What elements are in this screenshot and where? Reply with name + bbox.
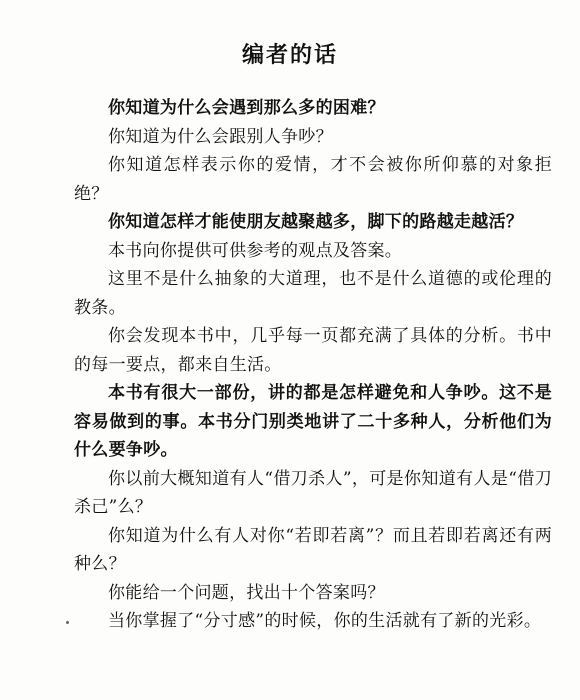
paragraph-12: 当你掌握了“分寸感”的时候，你的生活就有了新的光彩。 [108, 611, 542, 631]
paragraph-5: 本书向你提供可供参考的观点及答案。 [108, 240, 403, 261]
paragraph-7: 你会发现本书中，几乎每一页都充满了具体的分析。书中的每一要点，都来自生活。 [74, 326, 552, 375]
paragraph-8: 本书有很大一部份，讲的都是怎样避免和人争吵。这不是容易做到的事。本书分门别类地讲了二十多种人，分析他们为什么要争吵。 [74, 383, 552, 460]
paragraph-1: 你知道为什么会遇到那么多的困难？ [108, 98, 385, 118]
editor-note-body [74, 94, 552, 636]
page-title: 编者的话 [241, 42, 338, 68]
paragraph-10: 你知道为什么有人对你“若即若离”？而且若即若离还有两种么？ [74, 525, 552, 574]
paragraph-9: 你以前大概知道有人“借刀杀人”，可是你知道有人是“借刀杀己”么？ [74, 468, 552, 517]
paragraph-4: 你知道怎样才能使朋友越聚越多，脚下的路越走越活？ [108, 212, 524, 232]
paragraph-11: 你能给一个问题，找出十个答案吗？ [108, 582, 385, 603]
paragraph-2: 你知道为什么会跟别人争吵？ [108, 126, 333, 147]
paragraph-6: 这里不是什么抽象的大道理，也不是什么道德的或伦理的教条。 [74, 269, 552, 318]
scan-speck [66, 621, 69, 624]
paragraph-3: 你知道怎样表示你的爱情，才不会被你所仰慕的对象拒绝？ [74, 155, 552, 204]
